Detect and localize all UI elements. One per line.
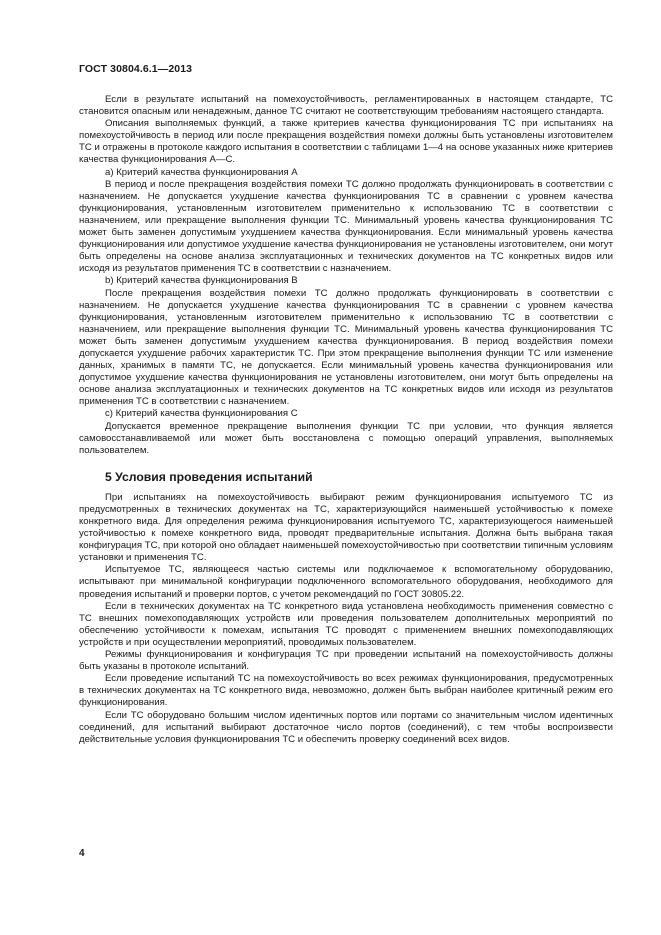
paragraph: Если проведение испытаний ТС на помехоустойчивость во всех режимах функционирования, предусмотренных в технических документах на ТС конкретного вида, невозможно, должен быть выбран наиболее критичный режим его функционирования. (79, 673, 613, 709)
document-body (79, 94, 613, 746)
paragraph: Если в технических документах на ТС конкретного вида установлена необходимость применения совместно с ТС внешних помехоподавляющих устройств или проведения пользователем дополнительных мероприятий по обеспечению устойчивости к помехам, испытания ТС проводят с применением внешних помехоподавляющих устройств и при осуществлении мероприятий, проводимых пользователем. (79, 600, 613, 648)
criterion-c-heading: с) Критерий качества функционирования С (105, 408, 298, 420)
document-header: ГОСТ 30804.6.1—2013 (79, 63, 193, 75)
paragraph: Описания выполняемых функций, а также критериев качества функционирования ТС при испытаниях на помехоустойчивость в период или после прекращения воздействия помехи должны быть установлены изготовителем ТС и отражены в протоколе каждого испытания в соответствии с таблицами 1—4 на основе указанных ниже критериев качества функционирования А—С. (79, 118, 613, 166)
paragraph: В период и после прекращения воздействия помехи ТС должно продолжать функционировать в соответствии с назначением. Не допускается ухудшение качества функционирования ТС в сравнении с уровнем качества функционирования, установленным изготовителем применительно к использованию ТС в соответствии с назначением, или прекращение выполнения функции ТС. Минимальный уровень качества функционирования ТС может быть заменен допустимым ухудшением качества функционирования. Если минимальный уровень качества функционирования или допустимое ухудшение качества функционирования не установлены изготовителем, они могут быть определены на основе анализа эксплуатационных и технических документов на ТС конкретных видов или исходя из результатов применения ТС в соответствии с назначением. (79, 178, 613, 275)
criterion-b-heading: b) Критерий качества функционирования В (105, 275, 298, 287)
paragraph: При испытаниях на помехоустойчивость выбирают режим функционирования испытуемого ТС из предусмотренных в технических документах на ТС, характеризующийся наименьшей устойчивостью к помехе конкретного вида. Для определения режима функционирования испытуемого ТС, характеризующегося наименьшей устойчивостью к помехе конкретного вида, проводят предварительные испытания. Должна быть выбрана такая конфигурация ТС, при которой оно обладает наименьшей помехоустойчивостью при соответствии типичным условиям установки и применения ТС. (79, 491, 613, 564)
paragraph: Если в результате испытаний на помехоустойчивость, регламентированных в настоящем стандарте, ТС становится опасным или ненадежным, данное ТС считают не соответствующим требованиям настоящего стандарта. (79, 94, 613, 118)
paragraph: Испытуемое ТС, являющееся частью системы или подключаемое к вспомогательному оборудованию, испытывают при минимальной конфигурации подключенного вспомогательного оборудования, необходимого для проведения испытаний и проверки портов, с учетом рекомендаций по ГОСТ 30805.22. (79, 564, 613, 600)
paragraph: Если ТС оборудовано большим числом идентичных портов или портами со значительным числом идентичных соединений, для испытаний выбирают достаточное число портов (соединений), с тем чтобы воспроизвести действительные условия функционирования ТС и обеспечить проверку соединений всех видов. (79, 709, 613, 745)
paragraph: Допускается временное прекращение выполнения функции ТС при условии, что функция является самовосстанавливаемой или может быть восстановлена с помощью операций управления, выполняемых пользователем. (79, 420, 613, 456)
criterion-a-heading: а) Критерий качества функционирования А (105, 166, 298, 178)
paragraph: После прекращения воздействия помехи ТС должно продолжать функционировать в соответствии с назначением. Не допускается ухудшение качества функционирования ТС в сравнении с уровнем качества функционирования, установленным изготовителем применительно к использованию ТС в соответствии с назначением, или прекращение выполнения функции ТС. Минимальный уровень качества функционирования ТС может быть заменен допустимым ухудшением качества функционирования. В период воздействия помехи допускается ухудшение рабочих характеристик ТС. При этом прекращение выполнения функции ТС или изменение данных, хранимых в памяти ТС, не допускается. Если минимальный уровень качества функционирования или допустимое ухудшение качества функционирования не установлены изготовителем, они могут быть определены на основе анализа эксплуатационных и технических документов на ТС конкретных видов или исходя из результатов применения ТС в соответствии с назначением. (79, 287, 613, 408)
page-number: 4 (79, 848, 85, 859)
paragraph: Режимы функционирования и конфигурация ТС при проведении испытаний на помехоустойчивость должны быть указаны в протоколе испытаний. (79, 649, 613, 673)
section-title: 5 Условия проведения испытаний (105, 469, 313, 484)
